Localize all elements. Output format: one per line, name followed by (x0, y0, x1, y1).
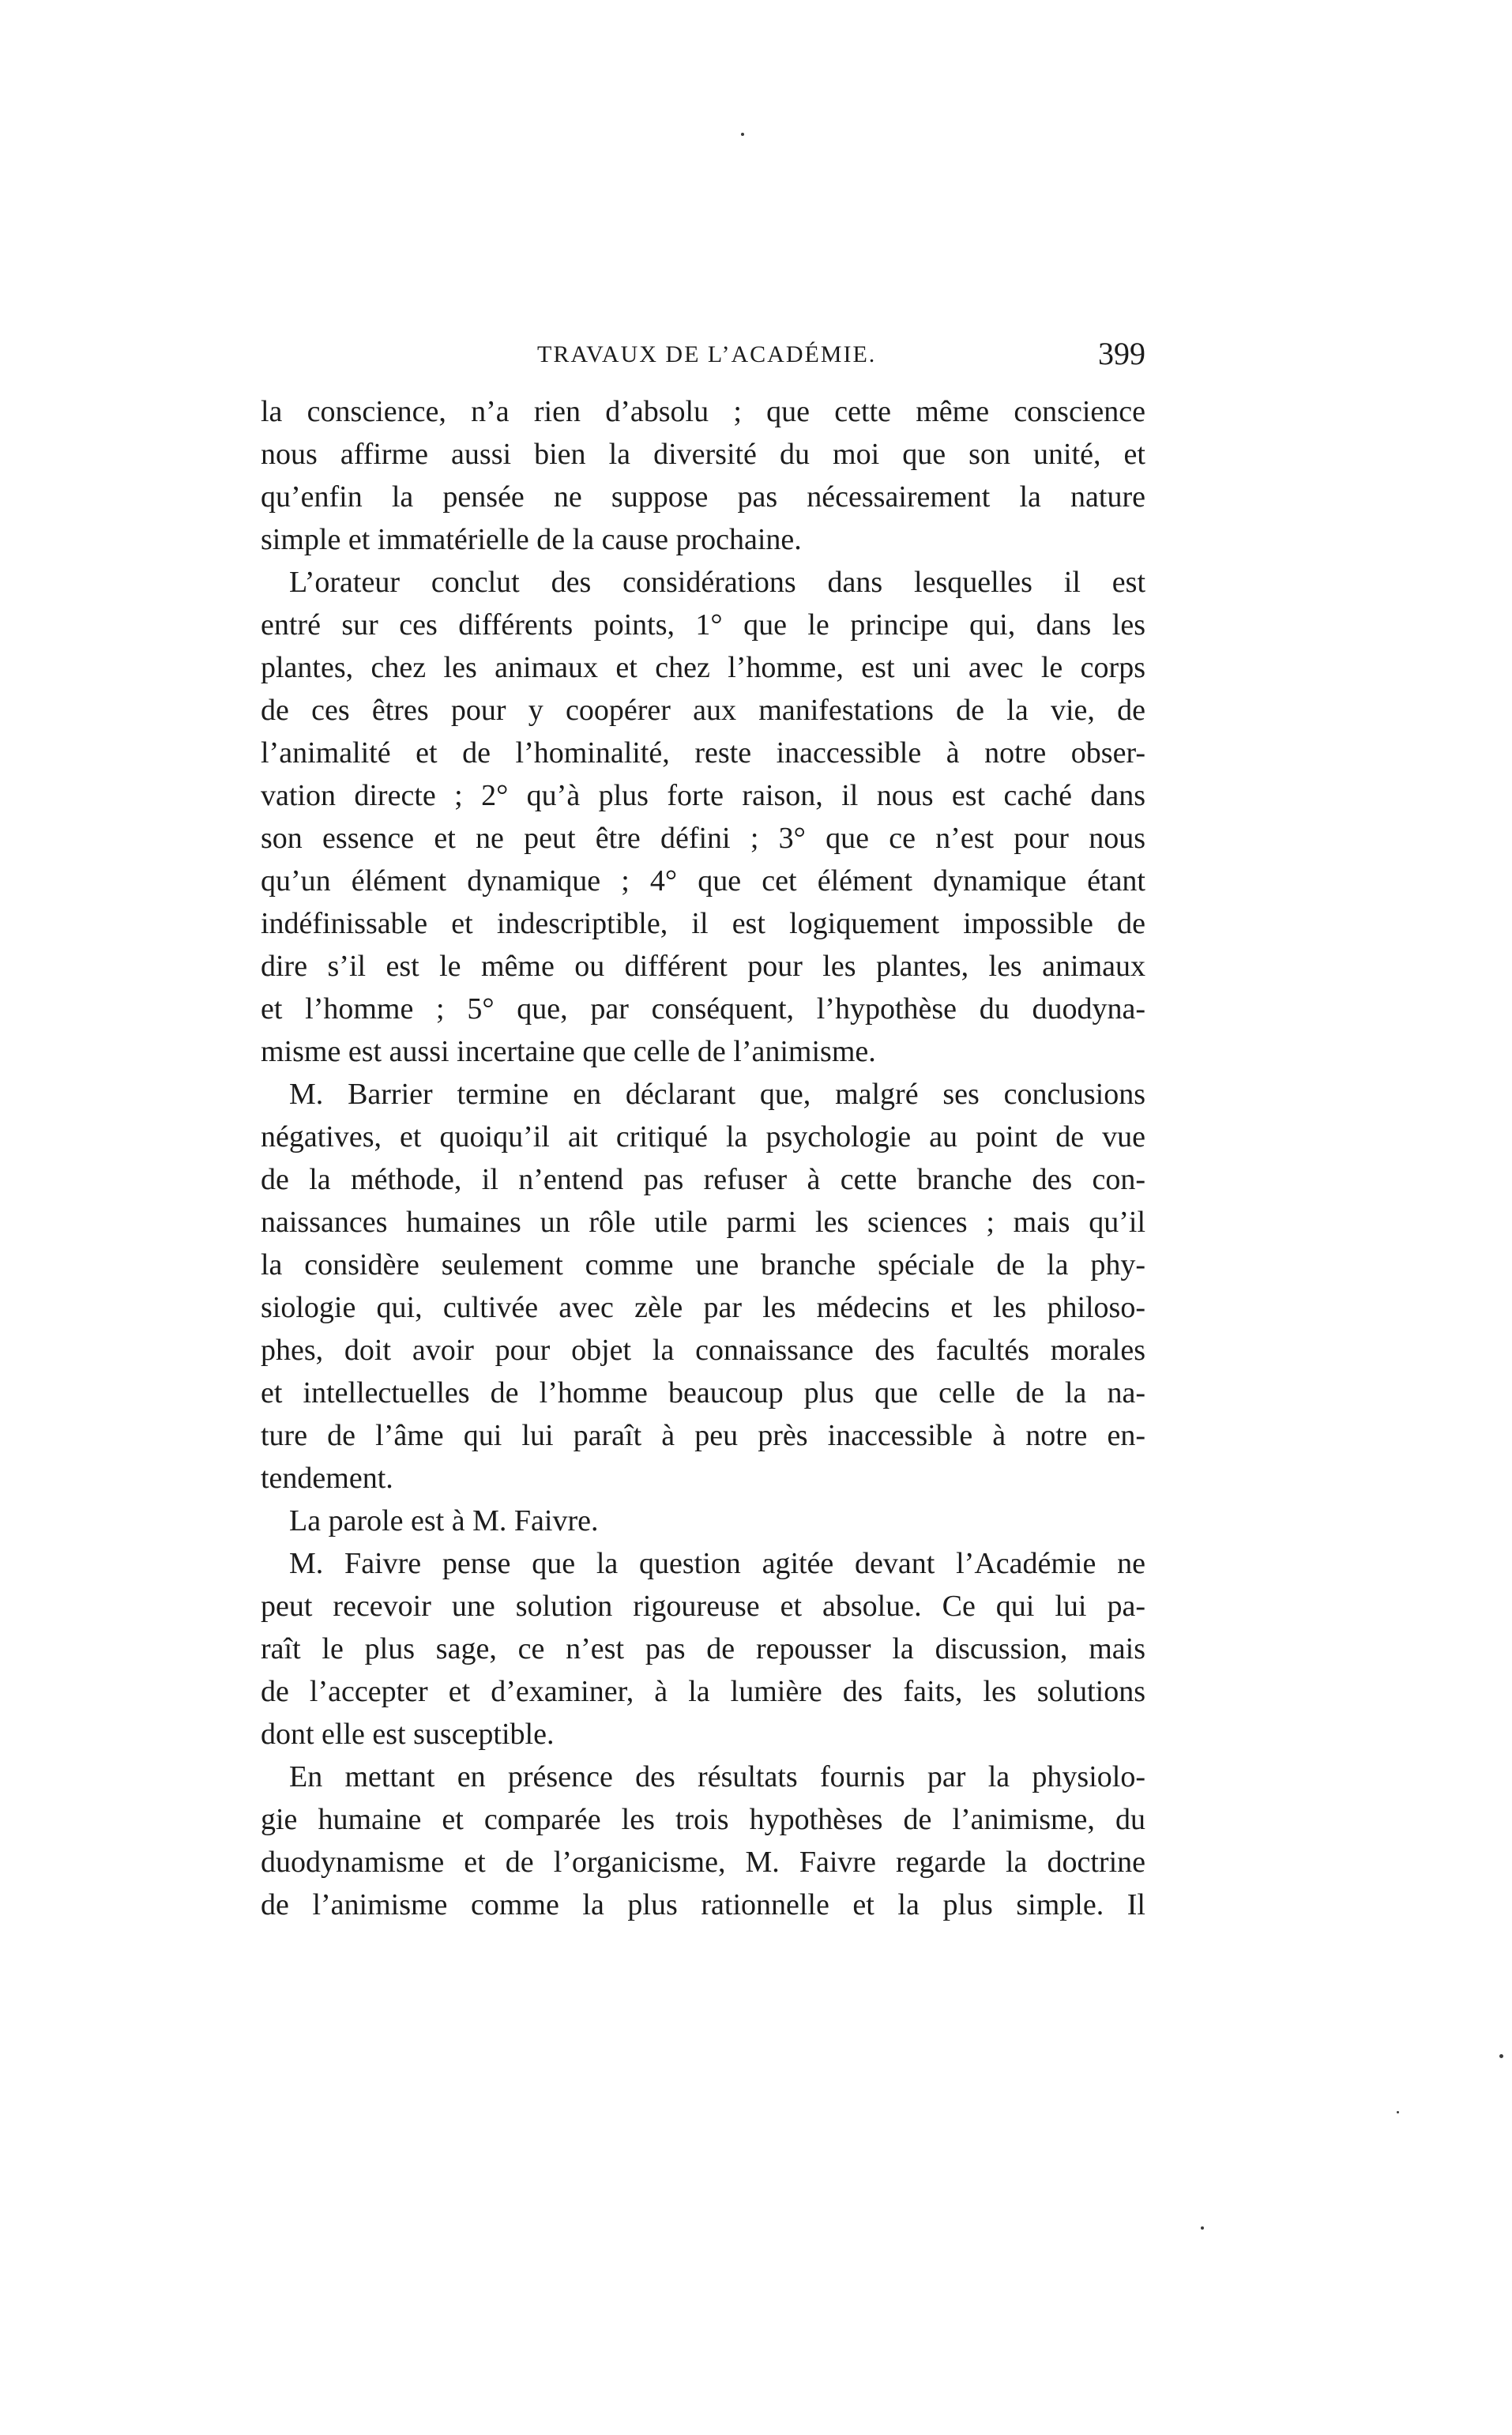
text-line: La parole est à M. Faivre. (289, 1504, 599, 1537)
paper-speck (1397, 2111, 1399, 2113)
text-line: M. Faivre pense que la question agitée devant l’Académie ne (289, 1547, 1145, 1580)
text-line: vation directe ; 2° qu’à plus forte raison, il nous est caché dans (261, 779, 1145, 812)
text-line: peut recevoir une solution rigoureuse et absolue. Ce qui lui pa- (261, 1590, 1145, 1623)
text-line: et l’homme ; 5° que, par conséquent, l’hypothèse du duodyna- (261, 992, 1145, 1026)
text-line: dire s’il est le même ou différent pour les plantes, les animaux (261, 950, 1145, 983)
text-line: gie humaine et comparée les trois hypothèses de l’animisme, du (261, 1803, 1145, 1836)
body-text (261, 390, 1145, 1926)
running-header (261, 335, 1145, 382)
text-line: qu’enfin la pensée ne suppose pas nécessairement la nature (261, 480, 1145, 514)
text-line: la conscience, n’a rien d’absolu ; que cette même conscience (261, 395, 1145, 428)
text-line: naissances humaines un rôle utile parmi les sciences ; mais qu’il (261, 1206, 1145, 1239)
text-line: de la méthode, il n’entend pas refuser à cette branche des con- (261, 1163, 1145, 1196)
paper-speck (1499, 2054, 1503, 2058)
text-line: misme est aussi incertaine que celle de l’animisme. (261, 1035, 876, 1068)
paper-speck (1201, 2226, 1204, 2230)
text-line: de l’animisme comme la plus rationnelle et la plus simple. Il (261, 1888, 1145, 1921)
text-line: dont elle est susceptible. (261, 1718, 555, 1751)
text-line: En mettant en présence des résultats fournis par la physiolo- (289, 1760, 1145, 1793)
running-title: TRAVAUX DE L’ACADÉMIE. (537, 341, 877, 367)
text-line: L’orateur conclut des considérations dans lesquelles il est (289, 566, 1145, 599)
text-line: entré sur ces différents points, 1° que le principe qui, dans les (261, 608, 1145, 642)
text-line: simple et immatérielle de la cause prochaine. (261, 523, 802, 556)
text-line: négatives, et quoiqu’il ait critiqué la psychologie au point de vue (261, 1120, 1145, 1154)
paper-speck (741, 133, 744, 136)
text-line: la considère seulement comme une branche spéciale de la phy- (261, 1248, 1145, 1281)
page-number: 399 (1098, 336, 1145, 371)
text-line: nous affirme aussi bien la diversité du moi que son unité, et (261, 438, 1145, 471)
text-line: qu’un élément dynamique ; 4° que cet élément dynamique étant (261, 864, 1145, 898)
text-line: l’animalité et de l’hominalité, reste inaccessible à notre obser- (261, 736, 1145, 770)
text-line: M. Barrier termine en déclarant que, malgré ses conclusions (289, 1078, 1145, 1111)
text-line: de ces êtres pour y coopérer aux manifestations de la vie, de (261, 694, 1145, 727)
text-line: tendement. (261, 1462, 393, 1495)
text-line: siologie qui, cultivée avec zèle par les médecins et les philoso- (261, 1291, 1145, 1324)
text-line: et intellectuelles de l’homme beaucoup plus que celle de la na- (261, 1376, 1145, 1409)
text-line: duodynamisme et de l’organicisme, M. Faivre regarde la doctrine (261, 1846, 1145, 1879)
text-line: de l’accepter et d’examiner, à la lumière des faits, les solutions (261, 1675, 1145, 1708)
text-line: son essence et ne peut être défini ; 3° que ce n’est pour nous (261, 822, 1145, 855)
text-line: phes, doit avoir pour objet la connaissance des facultés morales (261, 1334, 1145, 1367)
text-line: indéfinissable et indescriptible, il est logiquement impossible de (261, 907, 1145, 940)
text-line: plantes, chez les animaux et chez l’homme, est uni avec le corps (261, 651, 1145, 684)
text-line: ture de l’âme qui lui paraît à peu près inaccessible à notre en- (261, 1419, 1145, 1452)
text-line: raît le plus sage, ce n’est pas de repousser la discussion, mais (261, 1632, 1145, 1665)
